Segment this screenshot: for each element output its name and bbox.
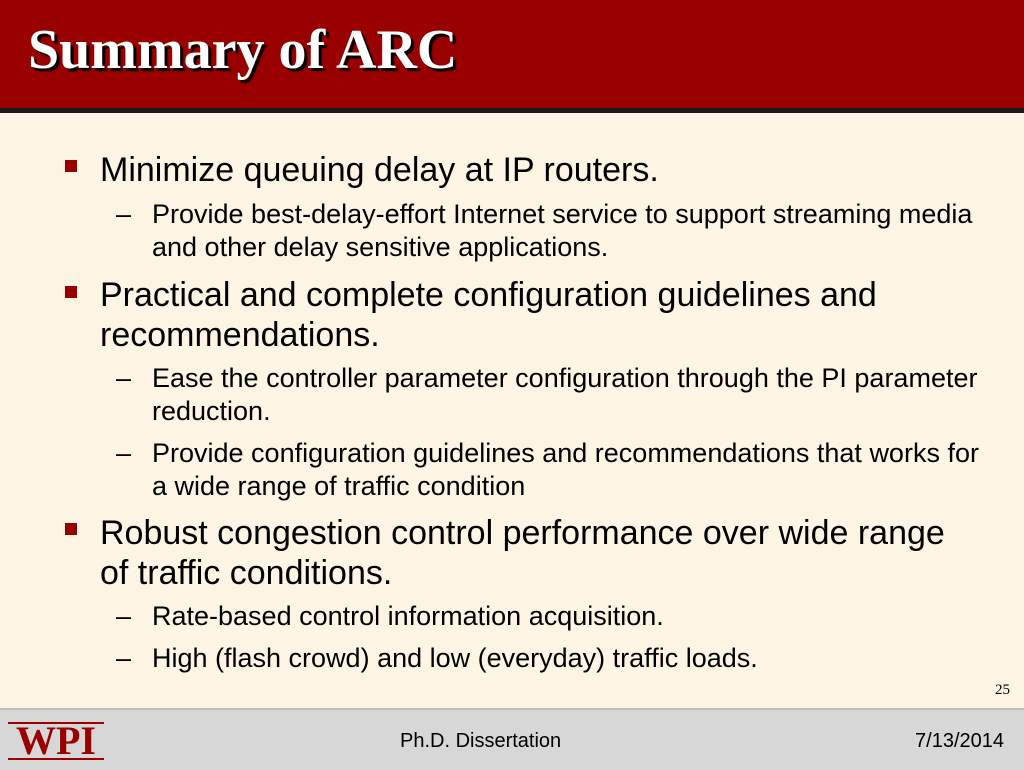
- bullet-text: Minimize queuing delay at IP routers.: [100, 151, 659, 189]
- sub-bullet-text: Rate-based control information acquisition.: [152, 601, 664, 631]
- bullet-marker: [65, 286, 77, 298]
- dash-marker: –: [116, 643, 132, 673]
- bullet-marker: [65, 523, 77, 535]
- bullet-text: Robust congestion control performance over wide range of traffic conditions.: [100, 514, 945, 592]
- dash-marker: –: [116, 438, 132, 468]
- slide-title: Summary of ARC: [28, 19, 458, 81]
- footer-title: Ph.D. Dissertation: [400, 730, 562, 752]
- bullet-text: Practical and complete configuration guidelines and recommendations.: [100, 276, 877, 354]
- dash-marker: –: [116, 601, 132, 631]
- sub-bullet-text: Ease the controller parameter configuration through the PI parameter reduction.: [152, 363, 978, 426]
- sub-bullet-text: Provide configuration guidelines and recommendations that works for a wide range of traffic condition: [152, 438, 979, 501]
- wpi-logo-icon: [6, 718, 106, 764]
- title-bar: [0, 0, 1024, 108]
- footer-bar: [0, 708, 1024, 770]
- page-number: 25: [995, 682, 1010, 698]
- title-divider: [0, 108, 1024, 113]
- dash-marker: –: [116, 199, 132, 229]
- sub-bullet-text: Provide best-delay-effort Internet service to support streaming media and other delay sensitive applications.: [152, 199, 973, 262]
- footer-date: 7/13/2014: [915, 730, 1004, 752]
- bullet-marker: [65, 160, 77, 172]
- sub-bullet-text: High (flash crowd) and low (everyday) traffic loads.: [152, 643, 758, 673]
- dash-marker: –: [116, 363, 132, 393]
- wpi-logo-text: WPI: [16, 718, 96, 763]
